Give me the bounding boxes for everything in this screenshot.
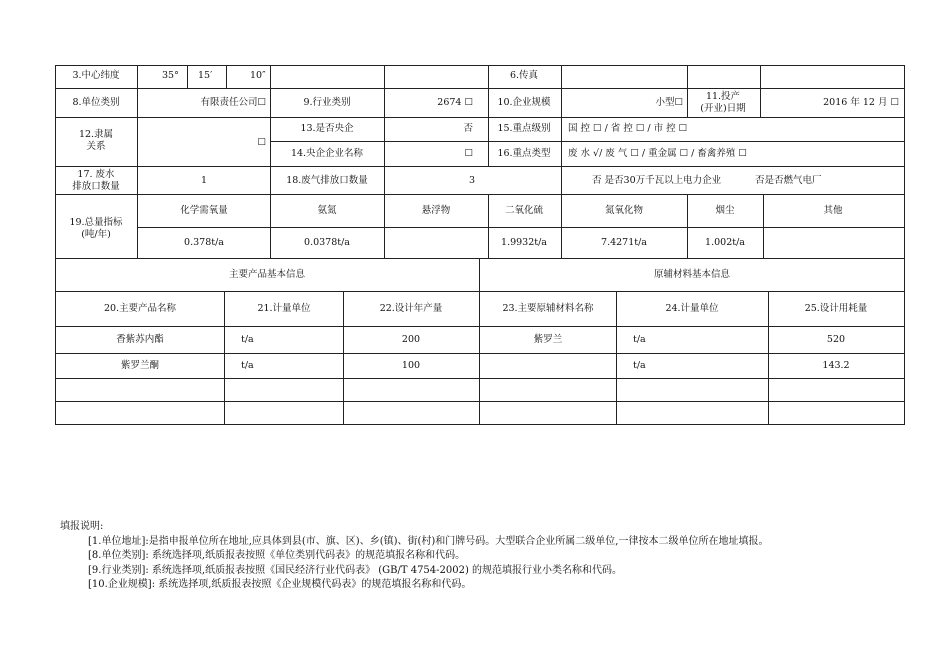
col-line <box>137 65 138 88</box>
table-border-top <box>55 65 905 66</box>
unit-type-label: 8.单位类别 <box>72 97 120 108</box>
col-line <box>187 65 188 88</box>
col-line <box>687 88 688 117</box>
col-line <box>384 117 385 166</box>
row-line <box>55 194 905 195</box>
col-line <box>224 291 225 424</box>
totals-value-ammonia: 0.0378t/a <box>304 237 350 248</box>
material-unit-cell: t/a <box>633 360 646 371</box>
latitude-degrees: 35° <box>162 70 179 81</box>
start-date-value: 2016 年 12 月 ☐ <box>823 97 899 108</box>
totals-value-dust: 1.002t/a <box>705 237 745 248</box>
totals-label: 19.总量指标 <box>69 217 123 228</box>
col-line <box>384 88 385 117</box>
col-line <box>137 194 138 258</box>
central-soe-value: 否 <box>463 123 473 134</box>
col-line <box>561 65 562 88</box>
product-unit-cell: t/a <box>241 334 254 345</box>
unit-type-value: 有限责任公司☐ <box>200 97 266 108</box>
central-soe-name-label: 14.央企企业名称 <box>290 148 364 159</box>
material-unit-header: 24.计量单位 <box>665 303 719 314</box>
scale-label: 10.企业规模 <box>497 97 551 108</box>
row-line <box>55 326 905 327</box>
row-line <box>55 117 905 118</box>
row-line <box>55 166 905 167</box>
affiliation-value: ☐ <box>257 137 266 148</box>
table-border-left <box>55 65 56 425</box>
col-line <box>384 65 385 88</box>
row-line <box>55 378 905 379</box>
fax-label: 6.传真 <box>509 70 539 81</box>
water-outlet-value: 1 <box>200 175 208 186</box>
gas-outlet-label: 18.废气排放口数量 <box>286 175 368 186</box>
col-line <box>561 166 562 194</box>
materials-section-title: 原辅材料基本信息 <box>653 269 731 280</box>
col-line <box>687 194 688 258</box>
scale-value: 小型☐ <box>655 97 683 108</box>
gas-outlet-value: 3 <box>468 175 476 186</box>
start-date-label: 11.投产 <box>705 91 741 102</box>
product-name-cell: 紫罗兰酮 <box>120 360 160 371</box>
industry-label: 9.行业类别 <box>303 97 351 108</box>
material-usage-header: 25.设计用耗量 <box>804 303 868 314</box>
col-line <box>270 65 271 88</box>
material-usage-cell: 520 <box>826 334 846 345</box>
totals-value-cod: 0.378t/a <box>184 237 224 248</box>
products-section-title: 主要产品基本信息 <box>228 269 306 280</box>
instruction-line: [9.行业类别]: 系统选择项,纸质报表按照《国民经济行业代码表》 (GB/T 4754-2002) 的规范填报行业小类名称和代码。 <box>88 564 623 576</box>
totals-value-so2: 1.9932t/a <box>501 237 547 248</box>
product-output-header: 22.设计年产量 <box>379 303 443 314</box>
totals-header-nox: 氮氧化物 <box>604 205 644 216</box>
col-line <box>270 166 271 194</box>
central-soe-name-value: ☐ <box>464 148 473 159</box>
affiliation-label: 12.隶属 <box>78 129 114 140</box>
col-line <box>137 88 138 117</box>
col-line <box>137 117 138 166</box>
col-line <box>226 65 227 88</box>
totals-unit-label: (吨/年) <box>81 229 111 240</box>
col-line <box>137 166 138 194</box>
row-line <box>270 141 905 142</box>
col-line <box>760 88 761 117</box>
instruction-line: [10.企业规模]: 系统选择项,纸质报表按照《企业规模代码表》的规范填报名称和代码。 <box>88 579 472 590</box>
key-level-label: 15.重点级别 <box>497 123 551 134</box>
instructions-title: 填报说明: <box>60 521 104 532</box>
totals-header-cod: 化学需氧量 <box>180 205 228 216</box>
totals-value-nox: 7.4271t/a <box>601 237 647 248</box>
totals-header-ss: 悬浮物 <box>421 205 451 216</box>
row-line <box>137 227 905 228</box>
table-border-right <box>904 65 905 425</box>
row-line <box>55 258 905 259</box>
col-line <box>768 291 769 424</box>
material-usage-cell: 143.2 <box>822 360 850 371</box>
col-line <box>479 258 480 424</box>
col-line <box>616 291 617 424</box>
instruction-line: [8.单位类别]: 系统选择项,纸质报表按照《单位类别代码表》的规范填报名称和代码。 <box>88 550 466 561</box>
product-name-cell: 香紫苏内酯 <box>116 334 164 345</box>
product-name-header: 20.主要产品名称 <box>103 303 177 314</box>
latitude-seconds: 10″ <box>250 70 266 81</box>
material-name-header: 23.主要原辅材料名称 <box>502 303 594 314</box>
table-border-bottom <box>55 424 905 425</box>
col-line <box>561 88 562 117</box>
water-outlet-label-2: 排放口数量 <box>72 181 120 192</box>
product-unit-header: 21.计量单位 <box>257 303 311 314</box>
row-line <box>55 353 905 354</box>
row-line <box>55 401 905 402</box>
affiliation-label-2: 关系 <box>86 141 106 152</box>
col-line <box>561 117 562 166</box>
col-line <box>384 166 385 194</box>
material-unit-cell: t/a <box>633 334 646 345</box>
instruction-line: [1.单位地址]:是指申报单位所在地址,应具体到县(市、旗、区)、乡(镇)、街(村)和门牌号码。大型联合企业所属二级单位,一律按本二级单位所在地址填报。 <box>88 535 769 547</box>
central-soe-label: 13.是否央企 <box>300 123 354 134</box>
row-line <box>55 291 905 292</box>
col-line <box>687 65 688 88</box>
col-line <box>270 88 271 117</box>
col-line <box>384 194 385 258</box>
product-output-cell: 100 <box>401 360 421 371</box>
col-line <box>270 194 271 258</box>
product-output-cell: 200 <box>401 334 421 345</box>
col-line <box>488 65 489 88</box>
totals-header-other: 其他 <box>823 205 843 216</box>
totals-header-so2: 二氧化硫 <box>504 205 544 216</box>
col-line <box>488 88 489 117</box>
filling-instructions <box>60 520 768 593</box>
col-line <box>488 194 489 258</box>
col-line <box>760 65 761 88</box>
row-line <box>55 88 905 89</box>
col-line <box>343 291 344 424</box>
material-name-cell: 紫罗兰 <box>533 334 563 345</box>
key-type-value: 废 水 √/ 废 气 ☐ / 重金属 ☐ / 畜禽养殖 ☐ <box>568 148 747 159</box>
product-unit-cell: t/a <box>241 360 254 371</box>
power-enterprise-text: 否 是否30万千瓦以上电力企业 <box>592 175 722 186</box>
totals-header-ammonia: 氨氮 <box>317 205 337 216</box>
water-outlet-label: 17. 废水 <box>77 169 115 180</box>
gas-power-plant-text: 否是否燃气电厂 <box>755 175 822 186</box>
industry-value: 2674 ☐ <box>437 97 473 108</box>
col-line <box>763 194 764 258</box>
latitude-label: 3.中心纬度 <box>72 70 120 81</box>
col-line <box>270 117 271 166</box>
col-line <box>488 117 489 166</box>
latitude-minutes: 15′ <box>198 70 213 81</box>
totals-header-dust: 烟尘 <box>715 205 735 216</box>
key-level-value: 国 控 ☐ / 省 控 ☐ / 市 控 ☐ <box>568 123 688 134</box>
key-type-label: 16.重点类型 <box>497 148 551 159</box>
col-line <box>561 194 562 258</box>
start-date-label-2: (开业)日期 <box>700 103 746 114</box>
